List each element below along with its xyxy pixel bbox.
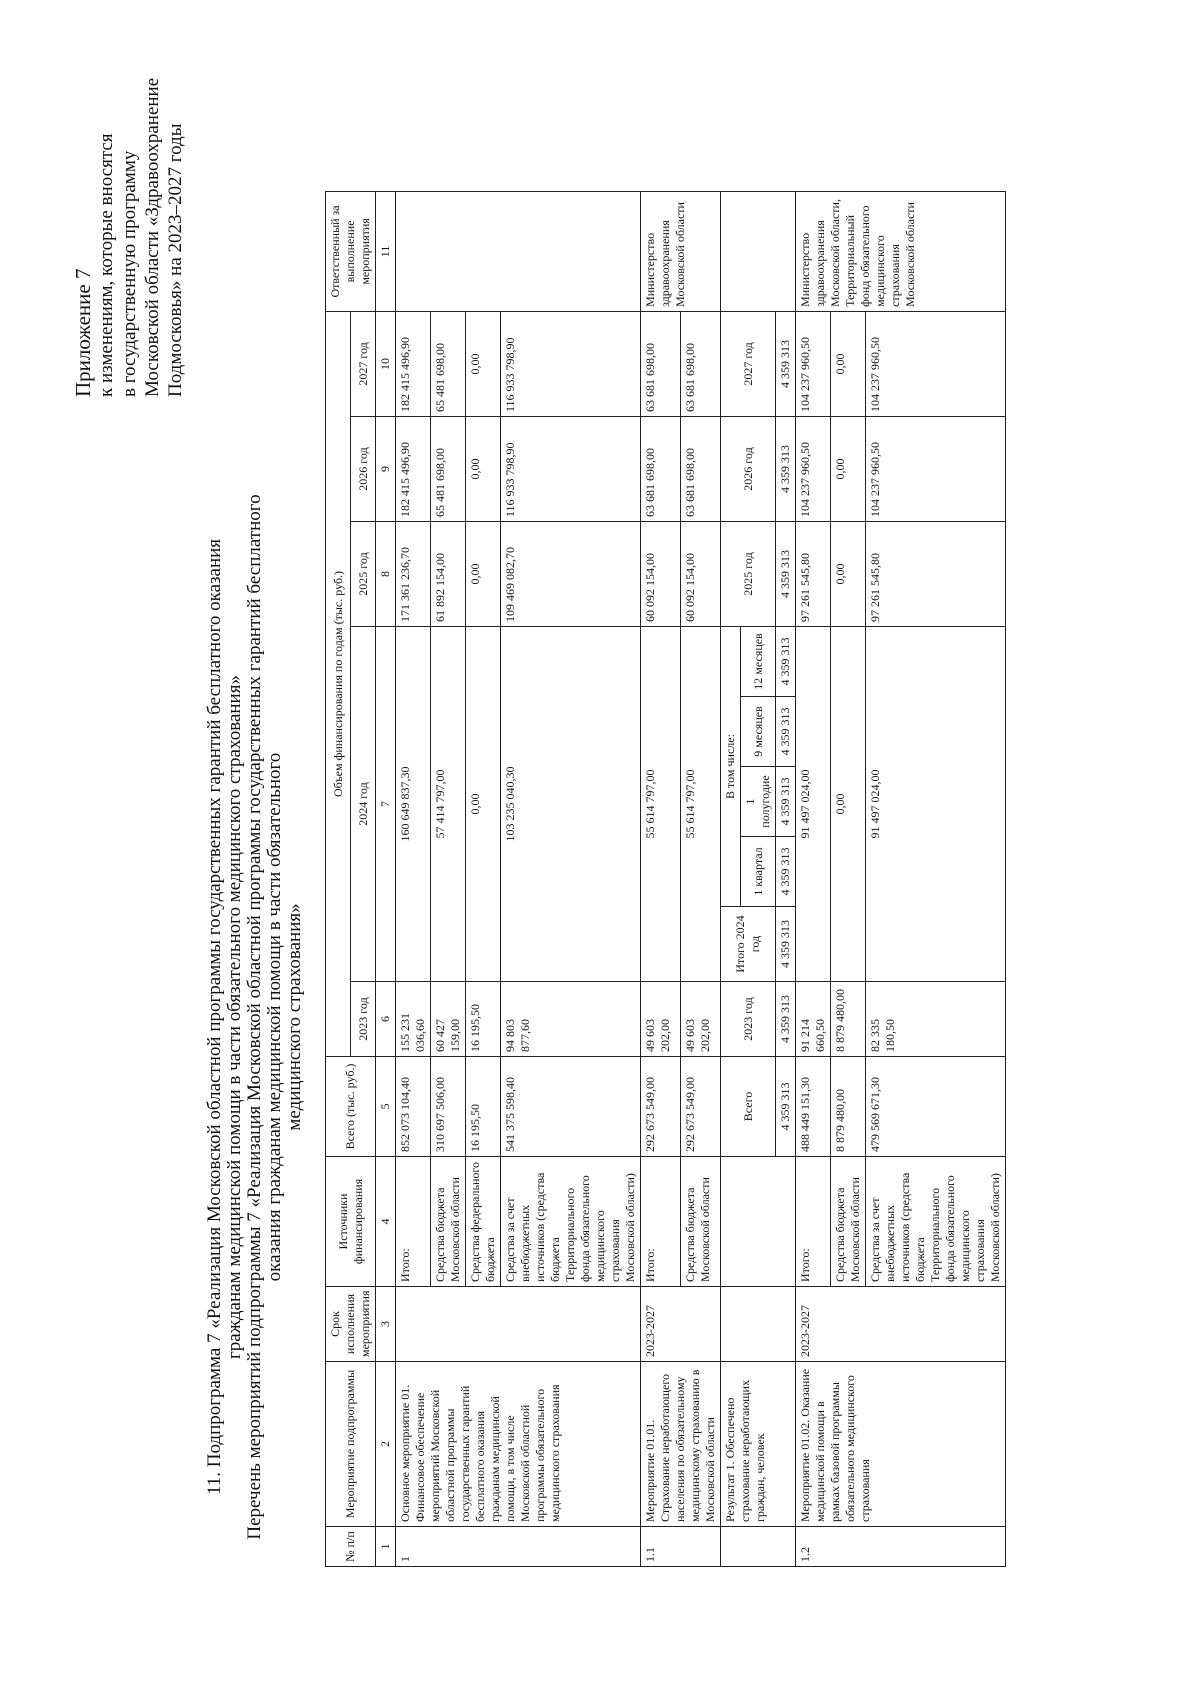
y2023-cell: 16 195,50 (466, 982, 501, 1057)
colnum: 7 (376, 627, 396, 982)
source-cell: Средства за счет внебюджетных источников (средства бюджета Территориального фонда обязательного медицинского страхования Московской области) (866, 1157, 1006, 1287)
result-value: 4 359 313 (776, 522, 796, 627)
total-cell: 16 195,50 (466, 1057, 501, 1157)
y2023-cell: 94 803 877,60 (501, 982, 641, 1057)
source-cell: Средства бюджета Московской области (831, 1157, 866, 1287)
y2023-cell: 91 214 660,50 (796, 982, 831, 1057)
appendix-line: Московской области «Здравоохранение (142, 77, 163, 397)
result-value: 4 359 313 (776, 767, 796, 837)
result-value: 4 359 313 (776, 982, 796, 1057)
result-value: 4 359 313 (776, 907, 796, 982)
row-num: 1.1 (641, 1527, 721, 1567)
y2027-cell: 0,00 (831, 311, 866, 416)
col-2027-header: 2027 год (351, 311, 376, 416)
y2027-cell: 182 415 496,90 (396, 311, 431, 416)
total-cell: 8 879 480,00 (831, 1057, 866, 1157)
source-cell: Средства бюджета Московской области (681, 1157, 721, 1287)
document-heading (205, 467, 305, 1567)
table-row (641, 191, 681, 1566)
y2025-cell: 0,00 (466, 522, 501, 627)
heading-line: гражданам медицинской помощи в части обязательного медицинского страхования» (224, 675, 245, 1359)
y2027-cell: 63 681 698,00 (681, 311, 721, 416)
column-numbers-row (376, 191, 396, 1566)
colnum: 8 (376, 522, 396, 627)
result-value: 4 359 313 (776, 1057, 796, 1157)
y2027-cell: 104 237 960,50 (866, 311, 1006, 416)
y2026-cell: 63 681 698,00 (681, 417, 721, 522)
source-cell: Средства бюджета Московской области (431, 1157, 466, 1287)
events-table (325, 191, 1006, 1567)
y2027-cell: 0,00 (466, 311, 501, 416)
colnum: 2 (376, 1362, 396, 1527)
col-source-header: Источники финансирования (326, 1157, 376, 1287)
table-row (796, 191, 831, 1566)
colnum: 3 (376, 1287, 396, 1362)
event-term: 2023-2027 (796, 1287, 1006, 1362)
total-cell: 479 569 671,30 (866, 1057, 1006, 1157)
result-h1-header: 1 полугодие (741, 767, 776, 837)
row-num (721, 1527, 796, 1567)
y2026-cell: 104 237 960,50 (796, 417, 831, 522)
total-cell: 292 673 549,00 (681, 1057, 721, 1157)
colnum: 9 (376, 417, 396, 522)
col-responsible-header: Ответственный за выполнение мероприятия (326, 191, 376, 311)
source-cell: Итого: (796, 1157, 831, 1287)
col-term-header: Срок исполнения мероприятия (326, 1287, 376, 1362)
appendix-line: в государственную программу (119, 150, 140, 397)
event-term: 2023-2027 (641, 1287, 721, 1362)
colnum: 1 (376, 1527, 396, 1567)
result-incl-header: В том числе: (721, 627, 741, 907)
y2023-cell: 60 427 159,00 (431, 982, 466, 1057)
event-name: Мероприятие 01.01. Страхование неработающего населения по обязательному медицинскому страхованию в Московской области (641, 1362, 721, 1527)
y2027-cell: 104 237 960,50 (796, 311, 831, 416)
col-2025-header: 2025 год (351, 522, 376, 627)
source-cell (721, 1157, 796, 1287)
y2027-cell: 65 481 698,00 (431, 311, 466, 416)
y2023-cell: 8 879 480,00 (831, 982, 866, 1057)
result-2025-header: 2025 год (721, 522, 776, 627)
row-num: 1.2 (796, 1527, 1006, 1567)
heading-line: медицинского страхования» (284, 903, 305, 1131)
responsible-cell: Министерство здравоохранения Московской области (641, 191, 721, 311)
result-value: 4 359 313 (776, 697, 796, 767)
source-cell: Итого: (396, 1157, 431, 1287)
y2026-cell: 0,00 (466, 417, 501, 522)
y2023-cell: 49 603 202,00 (681, 982, 721, 1057)
result-value: 4 359 313 (776, 417, 796, 522)
colnum: 5 (376, 1057, 396, 1157)
result-value: 4 359 313 (776, 311, 796, 416)
responsible-cell (721, 191, 796, 311)
result-q1-header: 1 квартал (741, 837, 776, 907)
heading-line: Перечень мероприятий подпрограммы 7 «Реализация Московской областной программы государственных гарантий бесплатного оказания гражданам медицинской помощи в части обязательного (244, 494, 285, 1540)
result-value: 4 359 313 (776, 627, 796, 697)
y2026-cell: 104 237 960,50 (866, 417, 1006, 522)
y2024-cell: 0,00 (831, 627, 866, 982)
y2024-cell: 91 497 024,00 (866, 627, 1006, 982)
y2023-cell: 155 231 036,60 (396, 982, 431, 1057)
y2024-cell: 0,00 (466, 627, 501, 982)
y2025-cell: 171 361 236,70 (396, 522, 431, 627)
colnum: 6 (376, 982, 396, 1057)
events-table-wrap (325, 192, 1006, 1567)
y2026-cell: 63 681 698,00 (641, 417, 681, 522)
colnum: 11 (376, 191, 396, 311)
col-2026-header: 2026 год (351, 417, 376, 522)
y2026-cell: 116 933 798,90 (501, 417, 641, 522)
colnum: 10 (376, 311, 396, 416)
y2024-cell: 91 497 024,00 (796, 627, 831, 982)
source-cell: Итого: (641, 1157, 681, 1287)
y2025-cell: 60 092 154,00 (681, 522, 721, 627)
result-m12-header: 12 месяцев (741, 627, 776, 697)
y2024-cell: 55 614 797,00 (641, 627, 681, 982)
total-cell: 852 073 104,40 (396, 1057, 431, 1157)
responsible-cell: Министерство здравоохранения Московской области, Территориальный фонд обязательного медицинского страхования Московской области (796, 191, 1006, 311)
y2025-cell: 60 092 154,00 (641, 522, 681, 627)
y2024-cell: 55 614 797,00 (681, 627, 721, 982)
result-2023-header: 2023 год (721, 982, 776, 1057)
y2024-cell: 160 649 837,30 (396, 627, 431, 982)
y2024-cell: 57 414 797,00 (431, 627, 466, 982)
total-cell: 310 697 506,00 (431, 1057, 466, 1157)
responsible-cell (396, 191, 641, 311)
row-num: 1 (396, 1527, 641, 1567)
y2025-cell: 109 469 082,70 (501, 522, 641, 627)
y2025-cell: 61 892 154,00 (431, 522, 466, 627)
header-row (326, 191, 351, 1566)
y2027-cell: 63 681 698,00 (641, 311, 681, 416)
result-header-row (721, 191, 741, 1566)
col-event-header: Мероприятие подпрограммы (326, 1362, 376, 1527)
heading-line: 11. Подпрограмма 7 «Реализация Московской областной программы государственных гарантий бесплатного оказания (204, 538, 225, 1496)
col-num-header: № п/п (326, 1527, 376, 1567)
appendix-title: Приложение 7 (71, 268, 95, 397)
y2023-cell: 82 335 180,50 (866, 982, 1006, 1057)
result-m9-header: 9 месяцев (741, 697, 776, 767)
result-name: Результат 1. Обеспечено страхование неработающих граждан, человек (721, 1362, 796, 1527)
y2026-cell: 0,00 (831, 417, 866, 522)
y2023-cell: 49 603 202,00 (641, 982, 681, 1057)
appendix-block (72, 57, 187, 397)
result-2026-header: 2026 год (721, 417, 776, 522)
appendix-line: к изменениям, которые вносятся (96, 133, 117, 397)
event-term (721, 1287, 796, 1362)
result-total-header: Всего (721, 1057, 776, 1157)
event-term (396, 1287, 641, 1362)
y2025-cell: 0,00 (831, 522, 866, 627)
colnum: 4 (376, 1157, 396, 1287)
source-cell: Средства за счет внебюджетных источников (средства бюджета Территориального фонда обязательного медицинского страхования Московской области) (501, 1157, 641, 1287)
y2025-cell: 97 261 545,80 (866, 522, 1006, 627)
total-cell: 292 673 549,00 (641, 1057, 681, 1157)
event-name: Основное мероприятие 01. Финансовое обеспечение мероприятий Московской областной программы государственных гарантий бесплатного оказания гражданам медицинской помощи, в том числе Московской областной программы обязательного медицинского страхования (396, 1362, 641, 1527)
col-2023-header: 2023 год (351, 982, 376, 1057)
result-2027-header: 2027 год (721, 311, 776, 416)
total-cell: 488 449 151,30 (796, 1057, 831, 1157)
result-itogo2024-header: Итого 2024 год (721, 907, 776, 982)
table-row (396, 191, 431, 1566)
y2026-cell: 182 415 496,90 (396, 417, 431, 522)
appendix-line: Подмосковья» на 2023–2027 годы (165, 123, 186, 397)
y2027-cell: 116 933 798,90 (501, 311, 641, 416)
result-value: 4 359 313 (776, 837, 796, 907)
total-cell: 541 375 598,40 (501, 1057, 641, 1157)
source-cell: Средства федерального бюджета (466, 1157, 501, 1287)
y2024-cell: 103 235 040,30 (501, 627, 641, 982)
col-volume-header: Объем финансирования по годам (тыс. руб.) (326, 311, 351, 1056)
event-name: Мероприятие 01.02. Оказание медицинской помощи в рамках базовой программы обязательного медицинского страхования (796, 1362, 1006, 1527)
y2026-cell: 65 481 698,00 (431, 417, 466, 522)
col-total-header: Всего (тыс. руб.) (326, 1057, 376, 1157)
y2025-cell: 97 261 545,80 (796, 522, 831, 627)
col-2024-header: 2024 год (351, 627, 376, 982)
